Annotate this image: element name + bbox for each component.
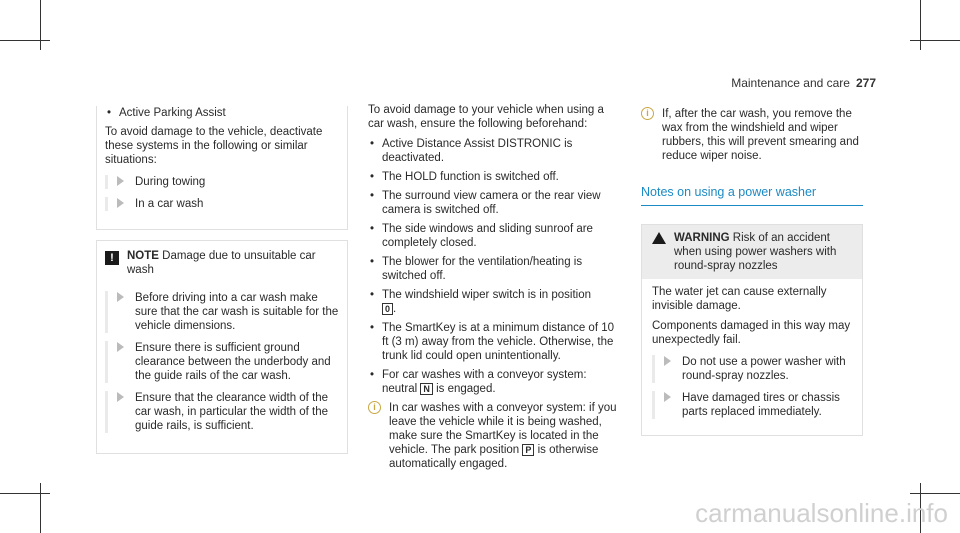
info-paragraph: i In car washes with a conveyor system: if you leave the vehicle while it is being washed, make sure the SmartKey is located in the vehicle. The park position P is otherwise automatically engaged. (368, 401, 620, 471)
column-1 (96, 106, 348, 454)
list-item: • The windshield wiper switch is in position 0 . (368, 288, 620, 316)
crop-mark (910, 493, 960, 494)
arrow-step-icon (117, 342, 124, 352)
wiper-position-symbol: 0 (382, 303, 393, 315)
info-icon: i (368, 401, 381, 414)
section-title: Notes on using a power washer (641, 185, 863, 206)
list-item: • The side windows and sliding sunroof are completely closed. (368, 222, 620, 250)
arrow-step-icon (117, 292, 124, 302)
park-symbol: P (522, 444, 534, 456)
crop-mark (0, 493, 50, 494)
list-item: • The surround view camera or the rear view camera is switched off. (368, 189, 620, 217)
exclamation-icon: ! (105, 251, 119, 265)
note-header (105, 249, 339, 277)
list-item: • Active Parking Assist (105, 106, 339, 120)
column-3 (641, 103, 863, 436)
crop-mark (0, 40, 50, 41)
info-icon: i (641, 107, 654, 120)
arrow-step-icon (117, 176, 124, 186)
warning-triangle-icon (652, 232, 666, 244)
step-item: During towing (105, 175, 339, 189)
watermark: carmanualsonline.info (695, 498, 948, 528)
neutral-symbol: N (420, 383, 433, 395)
note-title: Damage due to unsuitable car wash (127, 250, 316, 276)
list-item: • For car washes with a conveyor system: neutral N is engaged. (368, 368, 620, 396)
intro-text: To avoid damage to the vehicle, deactivate these systems in the following or similar situations: (105, 126, 323, 166)
warning-box (641, 224, 863, 436)
column-2 (368, 103, 620, 475)
list-item: • Active Distance Assist DISTRONIC is deactivated. (368, 137, 620, 165)
intro-text: To avoid damage to your vehicle when using a car wash, ensure the following beforehand: (368, 104, 604, 130)
step-item: Do not use a power washer with round-spray nozzles. (652, 355, 852, 383)
warning-label: WARNING (674, 232, 730, 244)
crop-mark (910, 40, 960, 41)
arrow-step-icon (117, 198, 124, 208)
warning-title: Risk of an accident when using power washers with round-spray nozzles (674, 232, 837, 272)
step-item: In a car wash (105, 197, 339, 211)
warning-text: Components damaged in this way may unexpectedly fail. (652, 320, 851, 346)
step-item: Before driving into a car wash make sure that the car wash is suitable for the vehicle dimensions. (105, 291, 339, 333)
step-item: Ensure there is sufficient ground clearance between the underbody and the guide rails of the car wash. (105, 341, 339, 383)
list-item: • The HOLD function is switched off. (368, 170, 620, 184)
crop-mark (920, 0, 921, 50)
note-box (96, 240, 348, 454)
note-label: NOTE (127, 250, 159, 262)
list-item: • The SmartKey is at a minimum distance of 10 ft (3 m) away from the vehicle. Otherwise, the trunk lid could open unintentionally. (368, 321, 620, 363)
step-item: Have damaged tires or chassis parts replaced immediately. (652, 391, 852, 419)
section-name: Maintenance and care (731, 76, 850, 90)
crop-mark (40, 483, 41, 533)
warning-text: The water jet can cause externally invisible damage. (652, 286, 827, 312)
list-item: • The blower for the ventilation/heating is switched off. (368, 255, 620, 283)
arrow-step-icon (117, 392, 124, 402)
tip-box (96, 106, 348, 230)
running-header (731, 76, 876, 90)
page-number: 277 (855, 76, 876, 90)
step-item: Ensure that the clearance width of the car wash, in particular the width of the guide rails, is sufficient. (105, 391, 339, 433)
warning-header (642, 225, 862, 279)
arrow-step-icon (664, 392, 671, 402)
info-paragraph: i If, after the car wash, you remove the wax from the windshield and wiper rubbers, this will prevent smearing and reduce wiper noise. (641, 107, 863, 163)
crop-mark (40, 0, 41, 50)
arrow-step-icon (664, 356, 671, 366)
